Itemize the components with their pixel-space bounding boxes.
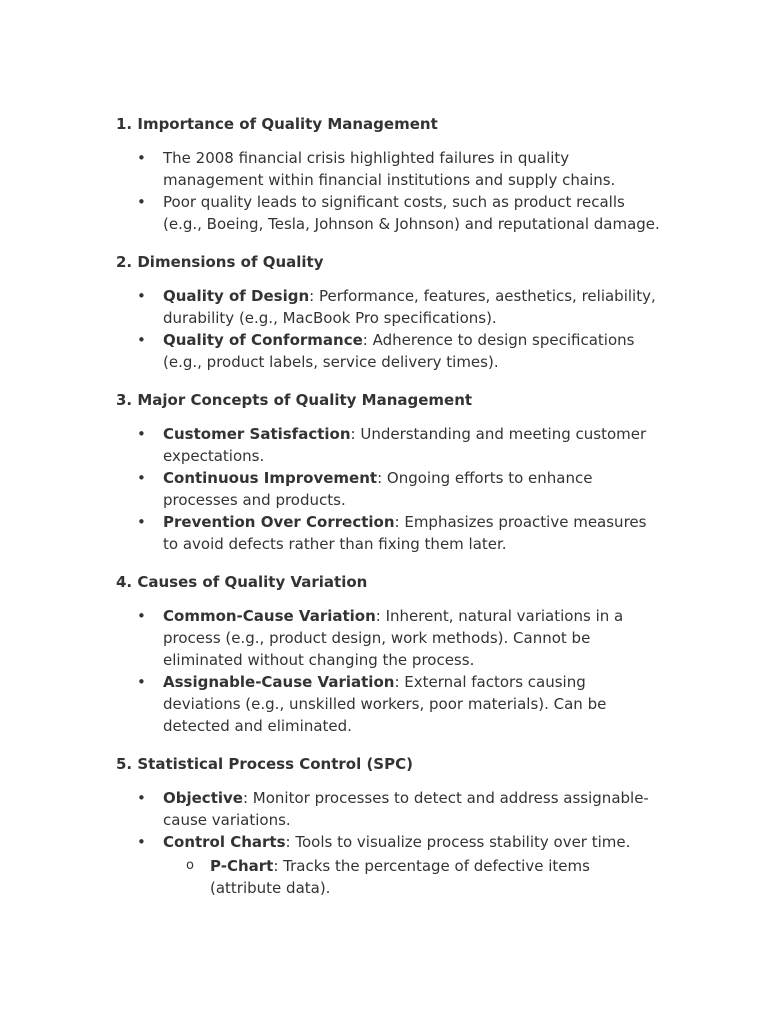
item-text: : Monitor processes to detect and address assignable-cause variations. bbox=[163, 789, 649, 829]
item-text: : Tools to visualize process stability over time. bbox=[285, 833, 631, 851]
list-item bbox=[116, 423, 663, 467]
item-text: : Understanding and meeting customer expectations. bbox=[163, 425, 647, 465]
bullet-icon: • bbox=[137, 833, 146, 851]
section-heading: 4. Causes of Quality Variation bbox=[116, 573, 368, 591]
section-major-concepts bbox=[116, 390, 676, 555]
list-item bbox=[116, 191, 663, 235]
list-item bbox=[116, 511, 663, 555]
item-text: : Tracks the percentage of defective items (attribute data). bbox=[210, 857, 590, 897]
sub-bullet-list bbox=[163, 855, 663, 899]
section-dimensions bbox=[116, 252, 676, 373]
bullet-icon: • bbox=[137, 331, 146, 349]
bullet-list bbox=[116, 423, 676, 555]
document-page bbox=[116, 114, 676, 916]
section-heading: 3. Major Concepts of Quality Management bbox=[116, 391, 473, 409]
bullet-icon: • bbox=[137, 673, 146, 691]
bullet-list bbox=[116, 147, 676, 235]
list-item bbox=[116, 467, 663, 511]
section-heading: 2. Dimensions of Quality bbox=[116, 253, 324, 271]
item-term: Continuous Improvement bbox=[163, 469, 378, 487]
list-item bbox=[116, 605, 663, 671]
item-term: Common-Cause Variation bbox=[163, 607, 376, 625]
bullet-icon: • bbox=[137, 513, 146, 531]
section-causes-of-variation bbox=[116, 572, 676, 737]
section-heading: 1. Importance of Quality Management bbox=[116, 115, 438, 133]
bullet-icon: • bbox=[137, 425, 146, 443]
bullet-icon: • bbox=[137, 607, 146, 625]
item-text: : Inherent, natural variations in a process (e.g., product design, work methods). Cannot be eliminated without changing the process. bbox=[163, 607, 624, 669]
item-text: : Ongoing efforts to enhance processes and products. bbox=[163, 469, 593, 509]
item-text: : Performance, features, aesthetics, reliability, durability (e.g., MacBook Pro specifications). bbox=[163, 287, 656, 327]
bullet-icon: • bbox=[137, 149, 146, 167]
bullet-icon: • bbox=[137, 193, 146, 211]
item-text: Poor quality leads to significant costs, such as product recalls (e.g., Boeing, Tesla, Johnson & Johnson) and reputational damage. bbox=[163, 193, 660, 233]
sub-list-item bbox=[163, 855, 663, 899]
bullet-list bbox=[116, 787, 676, 899]
item-term: Control Charts bbox=[163, 833, 286, 851]
item-text: The 2008 financial crisis highlighted failures in quality management within financial institutions and supply chains. bbox=[163, 149, 616, 189]
item-term: Quality of Design bbox=[163, 287, 310, 305]
section-spc bbox=[116, 754, 676, 899]
bullet-list bbox=[116, 605, 676, 737]
bullet-list bbox=[116, 285, 676, 373]
circle-bullet-icon: o bbox=[186, 858, 194, 873]
list-item bbox=[116, 329, 663, 373]
item-term: Customer Satisfaction bbox=[163, 425, 351, 443]
section-heading: 5. Statistical Process Control (SPC) bbox=[116, 755, 413, 773]
item-text: : External factors causing deviations (e.g., unskilled workers, poor materials). Can be detected and eliminated. bbox=[163, 673, 607, 735]
section-importance bbox=[116, 114, 676, 235]
item-term: Assignable-Cause Variation bbox=[163, 673, 395, 691]
bullet-icon: • bbox=[137, 789, 146, 807]
bullet-icon: • bbox=[137, 469, 146, 487]
list-item bbox=[116, 147, 663, 191]
bullet-icon: • bbox=[137, 287, 146, 305]
list-item bbox=[116, 285, 663, 329]
item-term: P-Chart bbox=[210, 857, 274, 875]
list-item bbox=[116, 787, 663, 831]
item-term: Quality of Conformance bbox=[163, 331, 363, 349]
item-text: : Adherence to design specifications (e.g., product labels, service delivery times). bbox=[163, 331, 635, 371]
item-term: Prevention Over Correction bbox=[163, 513, 395, 531]
list-item bbox=[116, 831, 663, 899]
item-text: : Emphasizes proactive measures to avoid defects rather than fixing them later. bbox=[163, 513, 647, 553]
list-item bbox=[116, 671, 663, 737]
item-term: Objective bbox=[163, 789, 243, 807]
